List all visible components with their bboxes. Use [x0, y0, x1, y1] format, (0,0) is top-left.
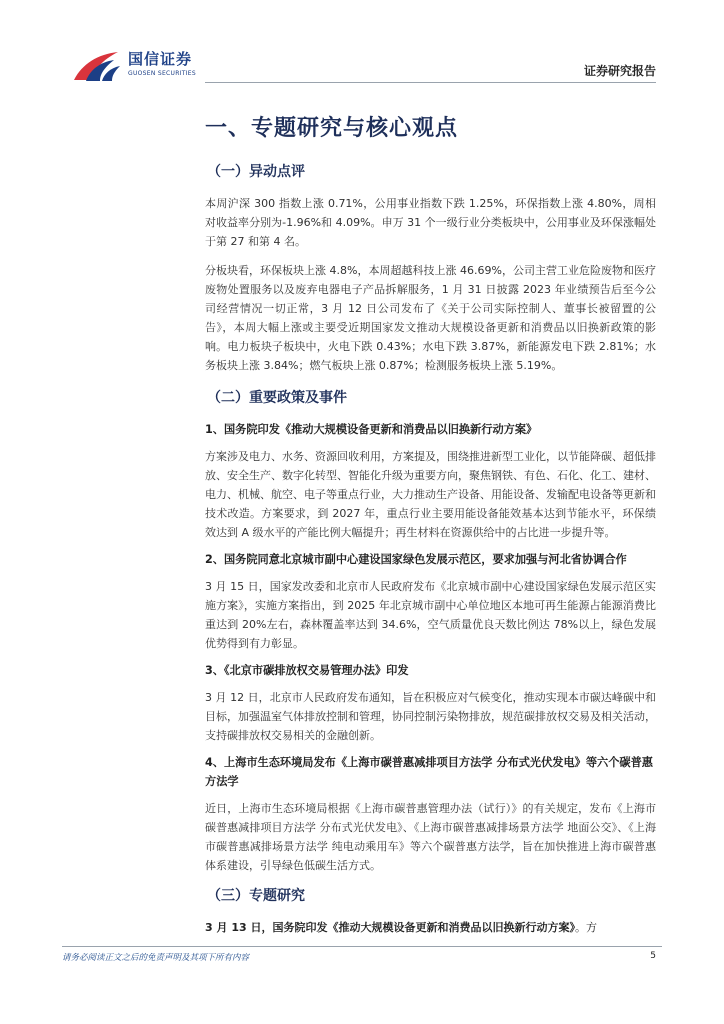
section-heading: （一）异动点评 [207, 164, 305, 180]
policy-item-title: 2、国务院同意北京城市副中心建设国家绿色发展示范区，要求加强与河北省协调合作 [205, 553, 627, 566]
paragraph-bold-lead: 3 月 13 日，国务院印发《推动大规模设备更新和消费品以旧换新行动方案》 [205, 921, 575, 934]
policy-item-body: 近日，上海市生态环境局根据《上海市碳普惠管理办法（试行）》的有关规定，发布《上海市碳普惠减排项目方法学 分布式光伏发电》、《上海市碳普惠减排场景方法学 地面公交》、《上海市碳普惠减排场景方法学 纯电动乘用车》等六个碳普惠方法学，旨在加快推进上海市碳普惠体系建设，引导绿色低碳生活方式。 [205, 802, 656, 872]
section-heading: （二）重要政策及事件 [207, 390, 347, 406]
page-header [0, 0, 724, 90]
paragraph: 本周沪深 300 指数上涨 0.71%，公用事业指数下跌 1.25%，环保指数上涨 4.80%，周相对收益率分别为-1.96%和 4.09%。申万 31 个一级行业分类板块中，公用事业及环保涨幅处于第 27 和第 4 名。 [205, 197, 656, 248]
policy-item-title: 3、《北京市碳排放权交易管理办法》印发 [205, 664, 409, 677]
logo-chinese-name: 国信证券 [128, 50, 193, 68]
report-type-label: 证券研究报告 [583, 64, 656, 78]
page-number: 5 [650, 951, 656, 961]
logo-english-name: GUOSEN SECURITIES [128, 70, 197, 77]
section-abnormal-movement [205, 159, 656, 375]
policy-item-title: 1、国务院印发《推动大规模设备更新和消费品以旧换新行动方案》 [205, 423, 538, 436]
policy-item-body: 3 月 15 日，国家发改委和北京市人民政府发布《北京城市副中心建设国家绿色发展示范区实施方案》，实施方案指出，到 2025 年北京城市副中心单位地区本地可再生能源占能源消费比重达到 20%左右，森林覆盖率达到 34.6%，空气质量优良天数比例达 78%以上，绿色发展优势得到有力彰显。 [205, 580, 656, 650]
disclaimer-text: 请务必阅读正文之后的免责声明及其项下所有内容 [62, 953, 250, 963]
section-policy-events [205, 385, 656, 875]
chapter-title: 一、专题研究与核心观点 [205, 116, 459, 141]
paragraph [205, 918, 656, 937]
header-divider [205, 82, 656, 83]
guosen-logo-icon [72, 50, 122, 84]
section-topic-research [205, 883, 656, 937]
paragraph-continuation: 。方 [574, 921, 597, 934]
footer-divider [62, 946, 662, 947]
paragraph: 分板块看，环保板块上涨 4.8%，本周超越科技上涨 46.69%，公司主营工业危险废物和医疗废物处置服务以及废弃电器电子产品拆解服务，1 月 31 日披露 2023 年业绩预告后至今公司经营情况一切正常，3 月 12 日公司发布了《关于公司实际控制人、董事长被留置的公告》，本周大幅上涨或主要受近期国家发文推动大规模设备更新和消费品以旧换新政策的影响。电力板块子板块中，火电下跌 0.43%；水电下跌 3.87%，新能源发电下跌 2.81%；水务板块上涨 3.84%；燃气板块上涨 0.87%；检测服务板块上涨 5.19%。 [205, 264, 656, 372]
policy-item-body: 3 月 12 日，北京市人民政府发布通知，旨在积极应对气候变化，推动实现本市碳达峰碳中和目标，加强温室气体排放控制和管理，协同控制污染物排放，规范碳排放权交易及相关活动，支持碳排放权交易相关的金融创新。 [205, 691, 656, 742]
section-heading: （三）专题研究 [207, 888, 305, 904]
policy-item-body: 方案涉及电力、水务、资源回收利用，方案提及，围绕推进新型工业化，以节能降碳、超低排放、安全生产、数字化转型、智能化升级为重要方向，聚焦钢铁、有色、石化、化工、建材、电力、机械、航空、电子等重点行业，大力推动生产设备、用能设备、发输配电设备等更新和技术改造。方案要求，到 2027 年，重点行业主要用能设备能效基本达到节能水平，环保绩效达到 A 级水平的产能比例大幅提升；再生材料在资源供给中的占比进一步提升等。 [205, 450, 656, 539]
policy-item-title: 4、上海市生态环境局发布《上海市碳普惠减排项目方法学 分布式光伏发电》等六个碳普惠方法学 [205, 756, 653, 788]
main-content [205, 112, 656, 943]
company-logo [72, 50, 196, 84]
